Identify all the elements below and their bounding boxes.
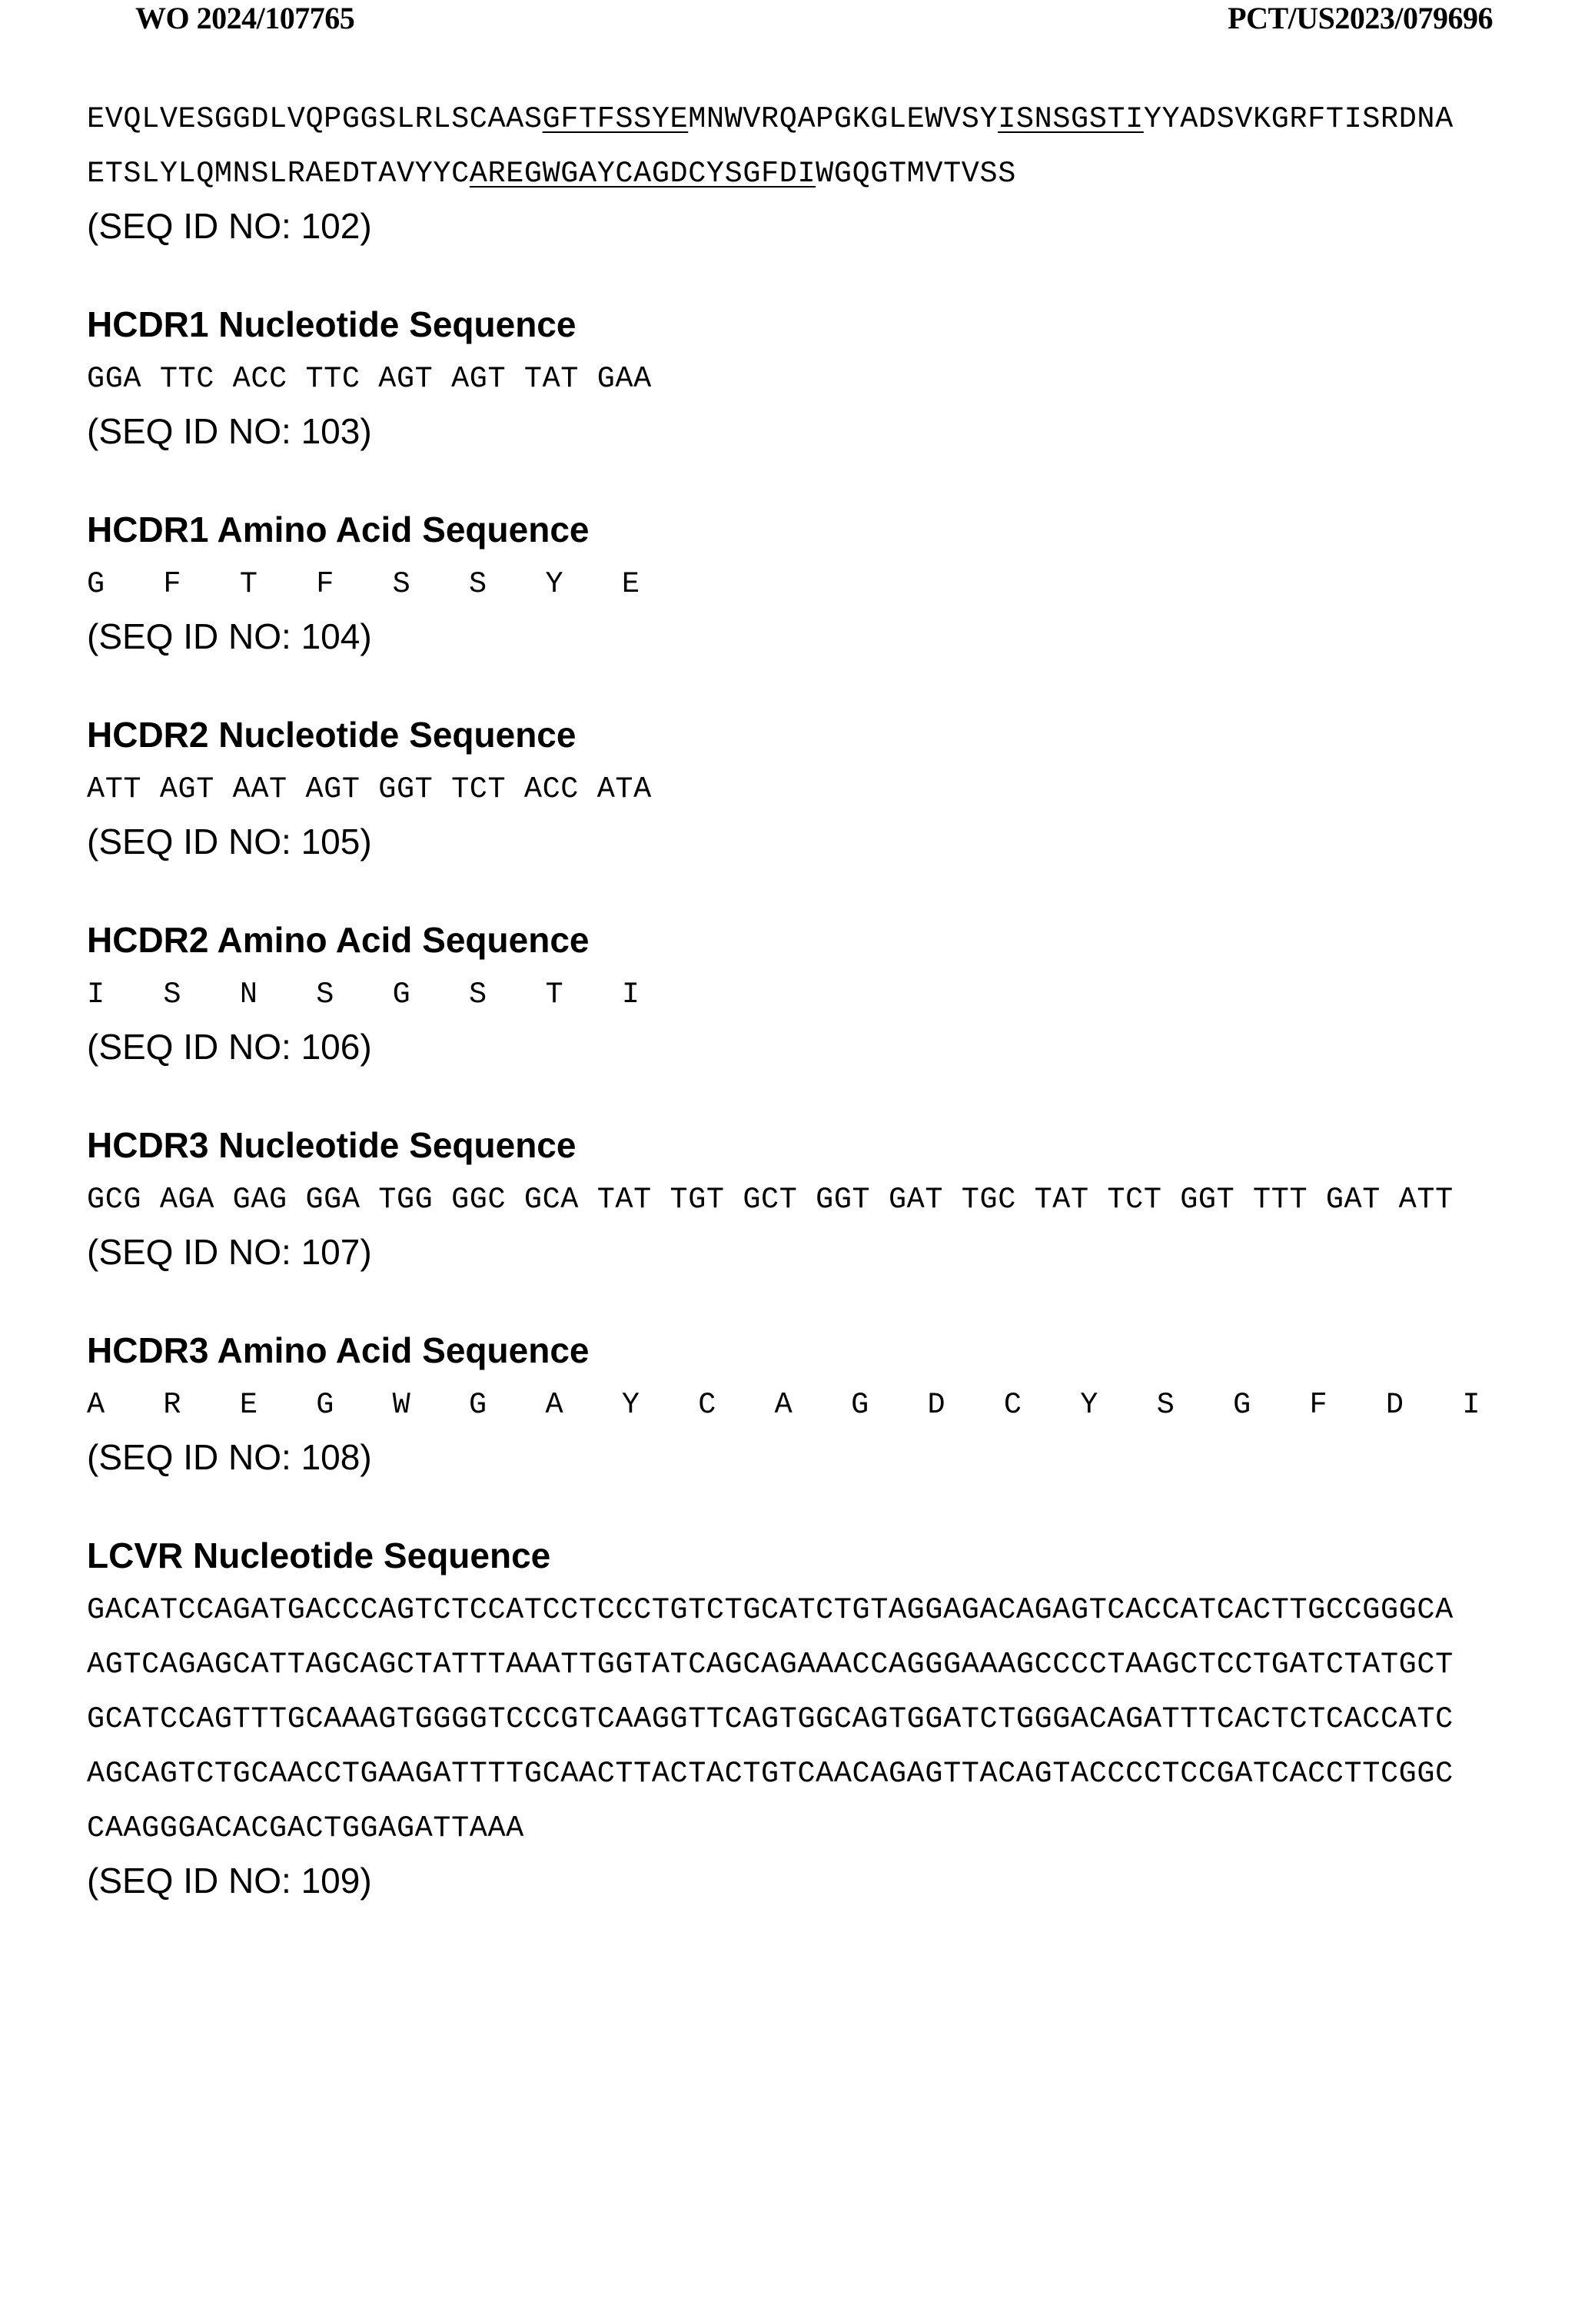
sequence-line: GACATCCAGATGACCCAGTCTCCATCCTCCCTGTCTGCATCTGTAGGAGACAGAGTCACCATCACTTGCCGGGCA bbox=[87, 1593, 1454, 1627]
document-body bbox=[87, 92, 1532, 1904]
publication-number: WO 2024/107765 bbox=[135, 1, 355, 35]
page-header bbox=[0, 0, 1585, 46]
section-hcdr1-amino-acid bbox=[87, 502, 1532, 659]
section-hcdr2-nucleotide bbox=[87, 707, 1532, 865]
seq-id-label: (SEQ ID NO: 102) bbox=[87, 206, 372, 246]
cdr-underlined-segment: ISNSGSTI bbox=[998, 102, 1144, 136]
sequence-line: AGCAGTCTGCAACCTGAAGATTTTGCAACTTACTACTGTCAACAGAGTTACAGTACCCCTCCGATCACCTTCGGC bbox=[87, 1757, 1454, 1791]
sequence-line bbox=[87, 92, 1532, 147]
sequence-line: A R E G W G A Y C A G D C Y S G F D I bbox=[87, 1388, 1481, 1422]
section-title: HCDR2 Amino Acid Sequence bbox=[87, 920, 590, 960]
sequence-line: GCG AGA GAG GGA TGG GGC GCA TAT TGT GCT GGT GAT TGC TAT TCT GGT TTT GAT ATT bbox=[87, 1183, 1454, 1217]
seq-id-label: (SEQ ID NO: 109) bbox=[87, 1861, 372, 1901]
sequence-line: GCATCCAGTTTGCAAAGTGGGGTCCCGTCAAGGTTCAGTGGCAGTGGATCTGGGACAGATTTCACTCTCACCATC bbox=[87, 1702, 1454, 1736]
cdr-underlined-segment: AREGWGAYCAGDCYSGFDI bbox=[469, 157, 816, 191]
sequence-line: ATT AGT AAT AGT GGT TCT ACC ATA bbox=[87, 772, 652, 806]
framework-segment: YYADSVKGRFTISRDNA bbox=[1143, 102, 1454, 136]
section-title: LCVR Nucleotide Sequence bbox=[87, 1536, 551, 1575]
section-lcvr-nucleotide bbox=[87, 1528, 1532, 1904]
sequence-line bbox=[87, 147, 1532, 201]
seq-id-label: (SEQ ID NO: 103) bbox=[87, 411, 372, 451]
sequence-line: CAAGGGACACGACTGGAGATTAAA bbox=[87, 1811, 524, 1845]
section-title: HCDR1 Nucleotide Sequence bbox=[87, 304, 577, 344]
sequence-line: G F T F S S Y E bbox=[87, 567, 640, 601]
section-hcdr3-amino-acid bbox=[87, 1323, 1532, 1480]
section-title: HCDR3 Amino Acid Sequence bbox=[87, 1330, 590, 1370]
seq-id-label: (SEQ ID NO: 107) bbox=[87, 1232, 372, 1272]
section-title: HCDR3 Nucleotide Sequence bbox=[87, 1125, 577, 1165]
sequence-line: GGA TTC ACC TTC AGT AGT TAT GAA bbox=[87, 362, 652, 396]
hcvr-amino-acid-continuation bbox=[87, 92, 1532, 249]
seq-id-label: (SEQ ID NO: 106) bbox=[87, 1027, 372, 1067]
seq-id-label: (SEQ ID NO: 105) bbox=[87, 822, 372, 862]
section-hcdr1-nucleotide bbox=[87, 297, 1532, 454]
framework-segment: ETSLYLQMNSLRAEDTAVYYC bbox=[87, 157, 470, 191]
section-hcdr2-amino-acid bbox=[87, 912, 1532, 1070]
framework-segment: WGQGTMVTVSS bbox=[816, 157, 1016, 191]
seq-id-label: (SEQ ID NO: 108) bbox=[87, 1437, 372, 1477]
application-number: PCT/US2023/079696 bbox=[1228, 1, 1493, 35]
section-title: HCDR1 Amino Acid Sequence bbox=[87, 510, 590, 549]
cdr-underlined-segment: GFTFSSYE bbox=[542, 102, 689, 136]
seq-id-label: (SEQ ID NO: 104) bbox=[87, 616, 372, 656]
sequence-line: I S N S G S T I bbox=[87, 978, 640, 1011]
section-title: HCDR2 Nucleotide Sequence bbox=[87, 715, 577, 755]
sequence-line: AGTCAGAGCATTAGCAGCTATTTAAATTGGTATCAGCAGAAACCAGGGAAAGCCCCTAAGCTCCTGATCTATGCT bbox=[87, 1648, 1454, 1682]
framework-segment: EVQLVESGGDLVQPGGSLRLSCAAS bbox=[87, 102, 543, 136]
section-hcdr3-nucleotide bbox=[87, 1117, 1532, 1275]
framework-segment: MNWVRQAPGKGLEWVSY bbox=[688, 102, 999, 136]
